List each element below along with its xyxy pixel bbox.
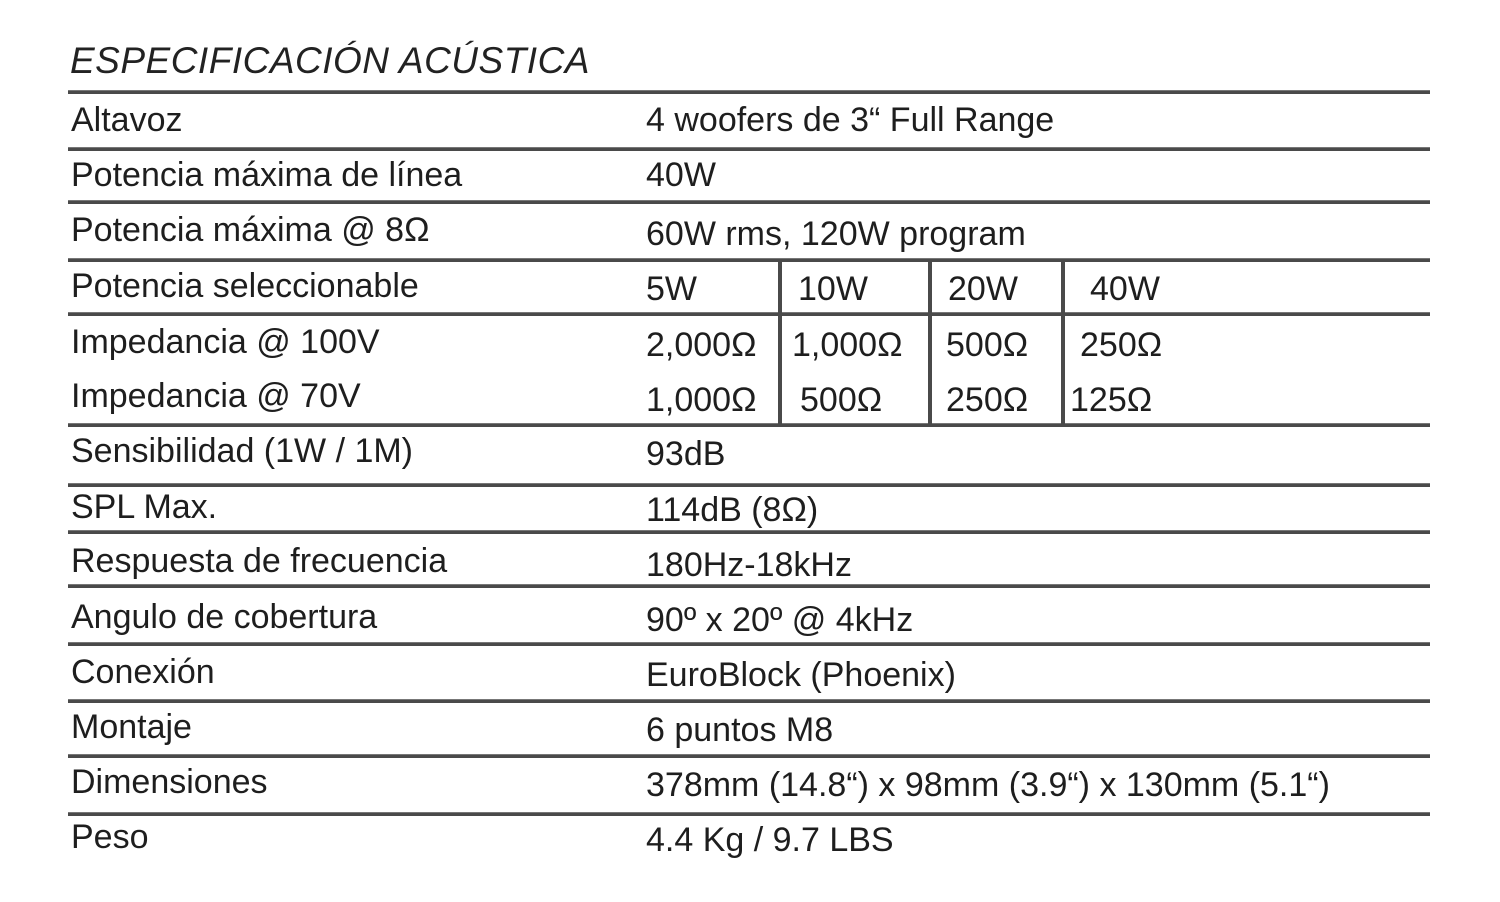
spec-label: SPL Max. <box>71 488 218 526</box>
column-divider <box>928 260 932 427</box>
spec-cell: 500Ω <box>946 326 1029 364</box>
spec-cell: 20W <box>948 270 1018 308</box>
spec-value: EuroBlock (Phoenix) <box>646 656 956 694</box>
spec-value: 114dB (8Ω) <box>646 491 819 529</box>
spec-cell: 40W <box>1090 270 1160 308</box>
spec-label: Conexión <box>71 653 215 691</box>
spec-label: Impedancia @ 70V <box>71 377 361 415</box>
divider <box>68 530 1430 534</box>
divider <box>68 147 1430 151</box>
divider <box>68 312 1430 316</box>
spec-label: Peso <box>71 818 149 856</box>
spec-cell: 250Ω <box>1080 326 1163 364</box>
spec-label: Altavoz <box>71 101 183 139</box>
divider <box>68 642 1430 646</box>
spec-cell: 10W <box>798 270 868 308</box>
divider <box>68 483 1430 487</box>
spec-cell: 250Ω <box>946 381 1029 419</box>
spec-title: ESPECIFICACIÓN ACÚSTICA <box>70 40 590 81</box>
spec-cell: 2,000Ω <box>646 326 757 364</box>
spec-value: 40W <box>646 156 716 194</box>
divider <box>68 423 1430 427</box>
spec-label: Potencia seleccionable <box>71 267 419 305</box>
spec-label: Montaje <box>71 708 192 746</box>
column-divider <box>778 260 782 427</box>
spec-label: Respuesta de frecuencia <box>71 542 448 580</box>
divider <box>68 754 1430 758</box>
spec-label: Angulo de cobertura <box>71 598 378 636</box>
spec-value: 93dB <box>646 435 726 473</box>
divider <box>68 200 1430 204</box>
spec-value: 6 puntos M8 <box>646 711 834 749</box>
spec-label: Sensibilidad (1W / 1M) <box>71 432 414 470</box>
spec-cell: 1,000Ω <box>646 381 757 419</box>
spec-value: 180Hz-18kHz <box>646 546 852 584</box>
divider <box>68 812 1430 816</box>
spec-cell: 5W <box>646 270 697 308</box>
divider <box>68 699 1430 703</box>
spec-cell: 500Ω <box>800 381 883 419</box>
spec-value: 90º x 20º @ 4kHz <box>646 601 914 639</box>
spec-label: Potencia máxima de línea <box>71 156 463 194</box>
column-divider <box>1061 260 1065 427</box>
spec-value: 4 woofers de 3“ Full Range <box>646 101 1055 139</box>
spec-cell: 1,000Ω <box>792 326 903 364</box>
spec-value: 378mm (14.8“) x 98mm (3.9“) x 130mm (5.1“) <box>646 766 1330 804</box>
spec-label: Impedancia @ 100V <box>71 323 380 361</box>
divider <box>68 258 1430 262</box>
divider <box>68 90 1430 94</box>
spec-label: Dimensiones <box>71 763 268 801</box>
spec-cell: 125Ω <box>1070 381 1153 419</box>
spec-label: Potencia máxima @ 8Ω <box>71 211 430 249</box>
spec-value: 60W rms, 120W program <box>646 215 1026 253</box>
spec-value: 4.4 Kg / 9.7 LBS <box>646 821 894 859</box>
